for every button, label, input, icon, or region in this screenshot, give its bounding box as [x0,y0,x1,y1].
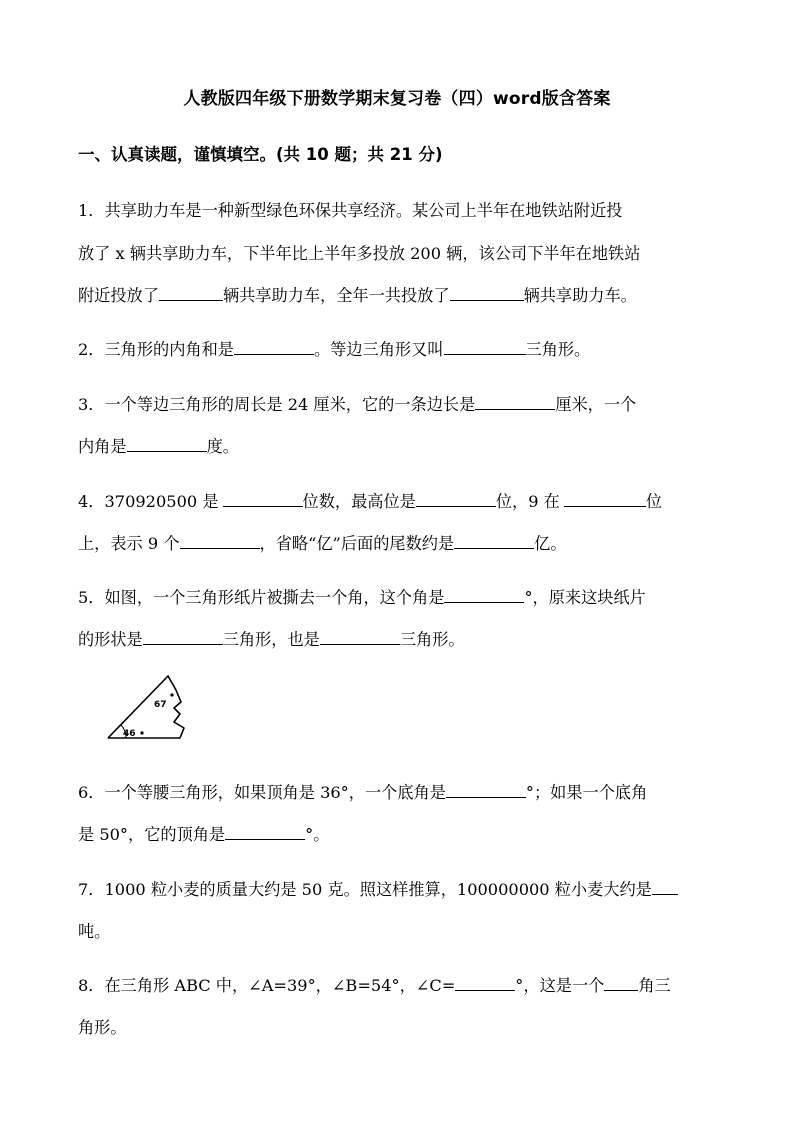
question-8-text-c: 角三 [638,976,671,995]
answer-blank[interactable] [320,643,400,645]
question-6-line-1 [78,779,647,803]
answer-blank[interactable] [225,838,305,840]
question-1-text-c: 辆共享助力车。 [523,286,637,305]
question-5-line-2 [78,626,465,650]
question-4-text-e: 上，表示 9 个 [78,534,180,553]
answer-blank[interactable] [159,299,223,301]
torn-triangle-figure [104,670,204,744]
question-6-text-d: °。 [305,825,330,844]
angle-dot-bottom [140,731,143,734]
question-2-text-c: 三角形。 [525,340,591,359]
question-4-text-f: ，省略“亿”后面的尾数约是 [259,534,455,553]
answer-blank[interactable] [454,547,534,549]
triangle-outline [108,676,184,738]
question-1-line-1: 1．共享助力车是一种新型绿色环保共享经济。某公司上半年在地铁站附近投 [78,201,623,220]
document-title: 人教版四年级下册数学期末复习卷（四）word版含答案 [183,89,611,109]
question-8-line-2: 角形。 [78,1018,127,1037]
answer-blank[interactable] [475,408,555,410]
answer-blank[interactable] [234,353,314,355]
question-2 [78,336,590,360]
question-4-line-2 [78,530,567,554]
question-5-text-d: 三角形，也是 [222,630,320,649]
angle-label-46: 46 [123,729,136,739]
question-6-text-c: 是 50°，它的顶角是 [78,825,226,844]
question-5-text-c: 的形状是 [78,630,143,649]
question-1-text-b: 辆共享助力车，全年一共投放了 [222,286,450,305]
question-3-text-b: 厘米，一个 [555,395,637,414]
answer-blank[interactable] [444,353,526,355]
question-4-text-b: 位数，最高位是 [302,492,416,511]
question-8-text-a: 8．在三角形 ABC 中，∠A=39°，∠B=54°，∠C= [78,976,456,995]
question-3-text-a: 3．一个等边三角形的周长是 24 厘米，它的一条边长是 [78,395,476,414]
answer-blank[interactable] [652,893,678,895]
question-4-text-d: 位 [645,492,663,511]
question-1-text-a: 附近投放了 [78,286,159,305]
question-6-text-a: 6．一个等腰三角形，如果顶角是 36°，一个底角是 [78,783,446,802]
question-7-text-a: 7．1000 粒小麦的质量大约是 50 克。照这样推算，100000000 粒小麦大约是 [78,880,652,899]
question-4-text-a: 4．370920500 是 [78,492,219,511]
answer-blank[interactable] [127,450,207,452]
question-3-line-1 [78,391,636,415]
question-7-line-1 [78,876,678,900]
question-1-line-3 [78,282,637,306]
angle-label-67: 67 [154,700,167,710]
question-6-text-b: °；如果一个底角 [525,783,648,802]
answer-blank[interactable] [604,989,638,991]
answer-blank[interactable] [455,989,515,991]
answer-blank[interactable] [180,547,260,549]
question-5-line-1 [78,584,646,608]
answer-blank[interactable] [444,601,524,603]
answer-blank[interactable] [446,796,526,798]
question-5-text-b: °，原来这块纸片 [524,588,646,607]
answer-blank[interactable] [564,505,646,507]
question-3-text-d: 度。 [206,437,239,456]
section-heading-fill-blank: 一、认真读题，谨慎填空。(共 10 题；共 21 分) [78,145,443,164]
question-4-text-g: 亿。 [534,534,567,553]
question-3-text-c: 内角是 [78,437,127,456]
question-8-line-1 [78,972,671,996]
question-4-text-c: 位，9 在 [495,492,560,511]
question-5-text-a: 5．如图，一个三角形纸片被撕去一个角，这个角是 [78,588,445,607]
question-6-line-2 [78,821,329,845]
question-3-line-2 [78,433,239,457]
question-8-text-b: °，这是一个 [515,976,605,995]
answer-blank[interactable] [143,643,223,645]
angle-dot-top [170,693,173,696]
question-5-text-e: 三角形。 [399,630,465,649]
question-2-text-b: 。等边三角形又叫 [314,340,444,359]
question-4-line-1 [78,488,662,512]
question-1-line-2: 放了 x 辆共享助力车，下半年比上半年多投放 200 辆，该公司下半年在地铁站 [78,244,641,263]
answer-blank[interactable] [223,505,303,507]
answer-blank[interactable] [450,299,524,301]
answer-blank[interactable] [416,505,496,507]
question-7-line-2: 吨。 [78,922,111,941]
question-2-text-a: 2．三角形的内角和是 [78,340,234,359]
